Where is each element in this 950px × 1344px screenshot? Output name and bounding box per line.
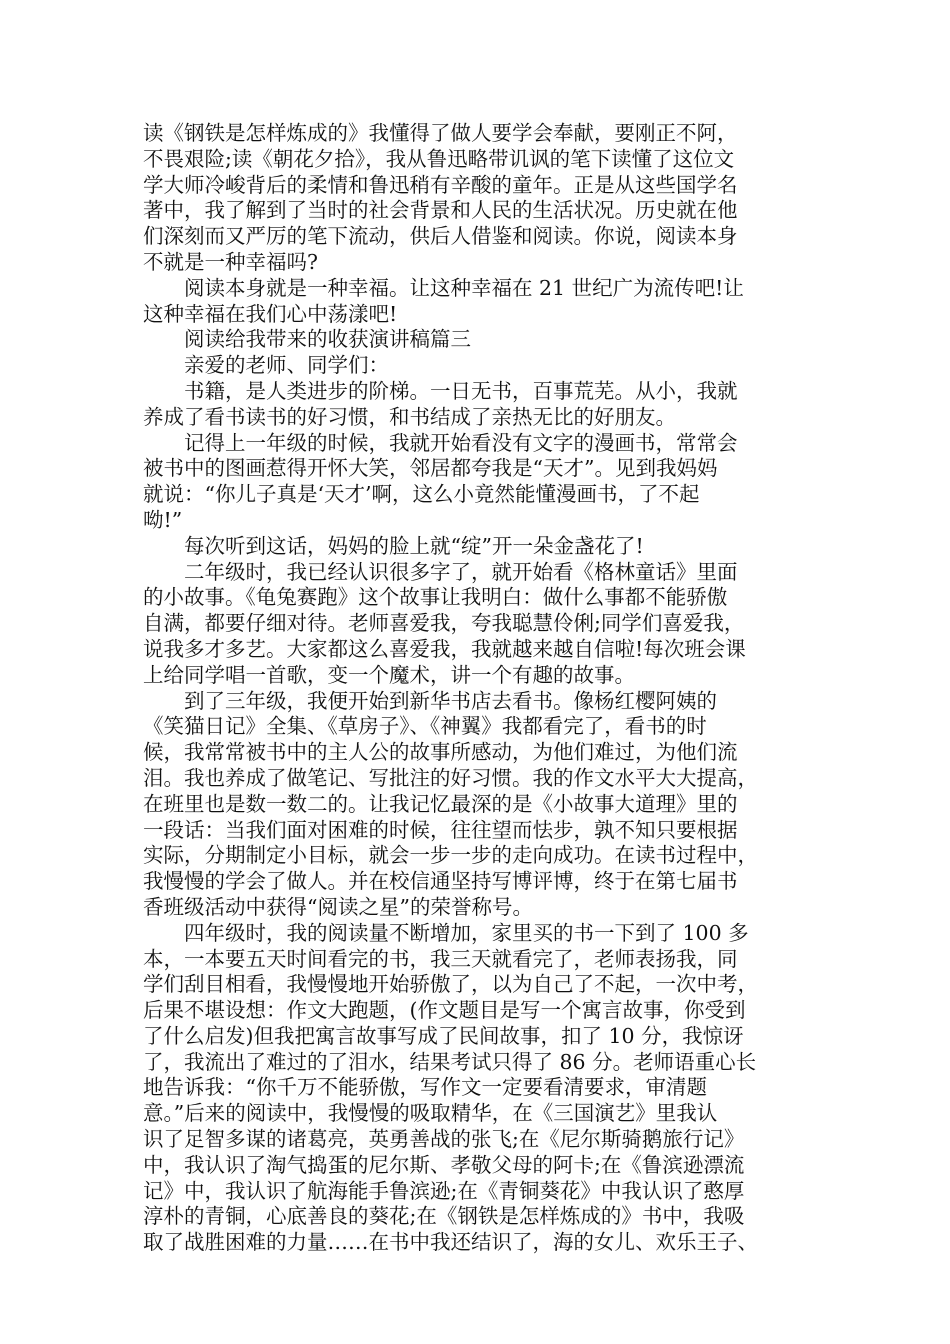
- text-line: 们深刻而又严厉的笔下流动，供后人借鉴和阅读。你说，阅读本身: [143, 224, 738, 249]
- text-line: 说我多才多艺。大家都这么喜爱我，我就越来越自信啦!每次班会课: [143, 636, 746, 661]
- text-line: 上给同学唱一首歌，变一个魔术，讲一个有趣的故事。: [143, 662, 635, 687]
- text-line: 学大师冷峻背后的柔情和鲁迅稍有辛酸的童年。正是从这些国学名: [143, 172, 738, 197]
- text-line: 了什么启发)但我把寓言故事写成了民间故事，扣了 10 分，我惊讶: [143, 1023, 744, 1048]
- text-line: 被书中的图画惹得开怀大笑，邻居都夸我是“天才”。见到我妈妈: [143, 456, 718, 481]
- section-heading: 阅读给我带来的收获演讲稿篇三: [143, 327, 471, 352]
- text-line: 到了三年级，我便开始到新华书店去看书。像杨红樱阿姨的: [143, 688, 717, 713]
- text-line: 了，我流出了难过的了泪水，结果考试只得了 86 分。老师语重心长: [143, 1049, 757, 1074]
- text-line: 著中，我了解到了当时的社会背景和人民的生活状况。历史就在他: [143, 198, 738, 223]
- text-line: 一段话：当我们面对困难的时候，往往望而怯步，孰不知只要根据: [143, 817, 738, 842]
- text-line: 二年级时，我已经认识很多字了，就开始看《格林童话》里面: [143, 559, 738, 584]
- text-line: 地告诉我：“你千万不能骄傲，写作文一定要看清要求，审清题: [143, 1075, 707, 1100]
- text-line: 每次听到这话，妈妈的脸上就“绽”开一朵金盏花了!: [143, 533, 644, 558]
- text-line: 读《钢铁是怎样炼成的》我懂得了做人要学会奉献，要刚正不阿，: [143, 121, 738, 145]
- text-line: 泪。我也养成了做笔记、写批注的好习惯。我的作文水平大大提高，: [143, 765, 758, 790]
- text-line: 识了足智多谋的诸葛亮，英勇善战的张飞;在《尼尔斯骑鹅旅行记》: [143, 1127, 745, 1152]
- text-line: 中，我认识了淘气捣蛋的尼尔斯、孝敬父母的阿卡;在《鲁滨逊漂流: [143, 1152, 745, 1177]
- text-line: 不就是一种幸福吗?: [143, 249, 318, 274]
- text-line: 记得上一年级的时候，我就开始看没有文字的漫画书，常常会: [143, 430, 738, 455]
- text-line: 意。”后来的阅读中，我慢慢的吸取精华，在《三国演艺》里我认: [143, 1101, 718, 1126]
- salutation: 亲爱的老师、同学们：: [143, 353, 389, 378]
- text-line: 自满，都要仔细对待。老师喜爱我，夸我聪慧伶俐;同学们喜爱我，: [143, 611, 745, 636]
- text-line: 阅读本身就是一种幸福。让这种幸福在 21 世纪广为流传吧!让: [143, 275, 744, 300]
- text-line: 的小故事。《龟兔赛跑》这个故事让我明白：做什么事都不能骄傲: [143, 585, 728, 610]
- text-line: 就说：“你儿子真是‘天才’啊，这么小竟然能懂漫画书，了不起: [143, 482, 700, 507]
- text-line: 书籍，是人类进步的阶梯。一日无书，百事荒芜。从小，我就: [143, 378, 738, 403]
- text-line: 本，一本要五天时间看完的书，我三天就看完了，老师表扬我，同: [143, 946, 738, 971]
- text-line: 候，我常常被书中的主人公的故事所感动，为他们难过，为他们流: [143, 740, 738, 765]
- text-line: 淳朴的青铜，心底善良的葵花;在《钢铁是怎样炼成的》书中，我吸: [143, 1204, 745, 1229]
- text-line: 不畏艰险;读《朝花夕拾》，我从鲁迅略带讥讽的笔下读懂了这位文: [143, 146, 735, 171]
- text-line: 香班级活动中获得“阅读之星”的荣誉称号。: [143, 894, 533, 919]
- text-line: 四年级时，我的阅读量不断增加，家里买的书一下到了 100 多: [143, 920, 749, 945]
- text-line: 实际，分期制定小目标，就会一步一步的走向成功。在读书过程中，: [143, 843, 758, 868]
- text-line: 养成了看书读书的好习惯，和书结成了亲热无比的好朋友。: [143, 404, 676, 429]
- text-line: 后果不堪设想：作文大跑题，(作文题目是写一个寓言故事，你受到: [143, 998, 746, 1023]
- text-line: 呦!”: [143, 507, 183, 532]
- document-page: [143, 121, 815, 1256]
- text-line: 记》中，我认识了航海能手鲁滨逊;在《青铜葵花》中我认识了憨厚: [143, 1178, 745, 1203]
- text-line: 取了战胜困难的力量……在书中我还结识了，海的女儿、欢乐王子、: [143, 1230, 758, 1255]
- text-line: 在班里也是数一数二的。让我记忆最深的是《小故事大道理》里的: [143, 791, 738, 816]
- text-line: 《笑猫日记》全集、《草房子》、《神翼》我都看完了，看书的时: [143, 714, 707, 739]
- text-line: 学们刮目相看，我慢慢地开始骄傲了，以为自己了不起，一次中考，: [143, 972, 758, 997]
- text-line: 这种幸福在我们心中荡漾吧!: [143, 301, 398, 326]
- text-line: 我慢慢的学会了做人。并在校信通坚持写博评博，终于在第七届书: [143, 869, 738, 894]
